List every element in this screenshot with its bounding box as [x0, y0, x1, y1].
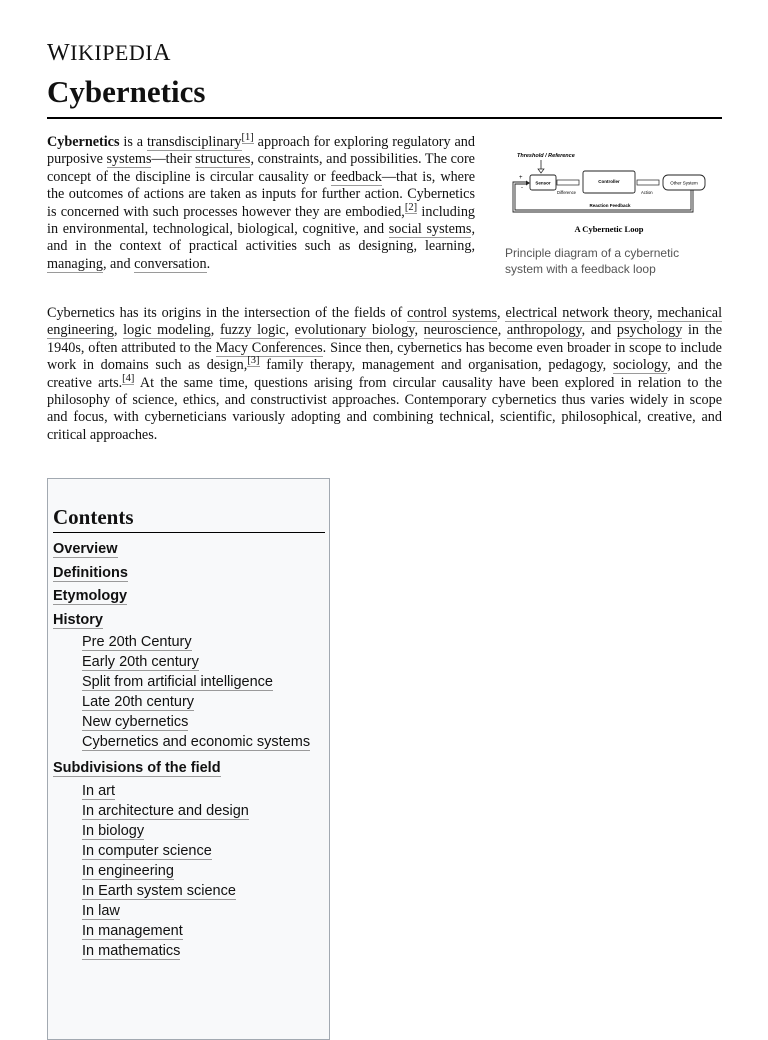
- toc-item-label: Subdivisions of the field: [53, 760, 221, 776]
- toc-item-subdivisions[interactable]: [53, 758, 329, 782]
- text-run: including in environmental, technological, biological, cognitive, and: [47, 203, 476, 238]
- toc-subitem-in-art[interactable]: [53, 782, 329, 802]
- toc-subitem-in-mathematics[interactable]: [53, 942, 329, 962]
- action-label: Action: [641, 190, 653, 195]
- toc-subitem-in-law[interactable]: [53, 902, 329, 922]
- text-run: Cybernetics has its origins in the intersection of the fields of: [47, 305, 408, 321]
- toc-item-label: History: [53, 611, 103, 628]
- plus-sign: +: [519, 175, 523, 181]
- text-run: ,: [113, 322, 124, 339]
- link-electrical-network-theory[interactable]: electrical network theory: [505, 305, 649, 321]
- sensor-label: Sensor: [535, 180, 551, 186]
- minus-sign: -: [521, 185, 523, 191]
- toc-item-label: Etymology: [53, 588, 128, 604]
- difference-label: Difference: [557, 190, 577, 195]
- toc-item-label: New cybernetics: [82, 714, 189, 730]
- text-run: ,: [497, 322, 507, 339]
- reaction-feedback-label: Reaction Feedback: [589, 203, 631, 208]
- link-macy-conferences[interactable]: Macy Conferences: [215, 339, 323, 356]
- toc-subitem-pre-20th-century[interactable]: [53, 633, 329, 653]
- toc-subitem-late-20th-century[interactable]: [53, 693, 329, 713]
- toc-item-label: In Earth system science: [82, 882, 236, 899]
- toc-item-label: Cybernetics and economic systems: [82, 734, 311, 750]
- title-divider: [47, 117, 722, 119]
- text-run: , and: [102, 255, 135, 272]
- text-run: ,: [285, 322, 295, 339]
- toc-item-label: In architecture and design: [82, 802, 249, 819]
- text-run: —that is, where the outcomes of actions are taken as inputs for further action. Cybernetics is concerned with such processes however they are embodied,: [47, 168, 475, 220]
- toc-item-etymology[interactable]: [53, 586, 329, 610]
- toc-item-label: In art: [82, 782, 116, 799]
- intro-paragraph: [47, 134, 475, 273]
- toc-item-label: In biology: [82, 822, 145, 839]
- toc-subitem-cybernetics-economic-systems[interactable]: [53, 733, 329, 753]
- figure-caption: Principle diagram of a cybernetic system with a feedback loop: [505, 246, 680, 276]
- feedback-arrowhead: [526, 181, 530, 186]
- citation-label: [1]: [241, 132, 254, 144]
- link-neuroscience[interactable]: neuroscience: [423, 322, 498, 339]
- wikipedia-wordmark[interactable]: [47, 40, 171, 67]
- link-control-systems[interactable]: control systems: [407, 305, 498, 321]
- toc-item-history[interactable]: [53, 610, 329, 634]
- citation-label: [2]: [404, 201, 418, 213]
- controller-to-system-arrow: [637, 180, 659, 185]
- text-run: in the 1940s, often attributed to the: [47, 322, 722, 356]
- citation-1[interactable]: [242, 132, 254, 144]
- diagram-threshold-label: Threshold / Reference: [517, 153, 575, 159]
- diagram-heading: A Cybernetic Loop: [574, 224, 644, 234]
- citation-2[interactable]: [405, 202, 417, 214]
- link-anthropology[interactable]: anthropology: [506, 322, 582, 339]
- toc-item-label: In law: [82, 902, 120, 919]
- toc-item-label: In management: [82, 922, 183, 939]
- toc-item-overview[interactable]: [53, 539, 329, 563]
- toc-subitem-early-20th-century[interactable]: [53, 653, 329, 673]
- toc-divider: [53, 532, 325, 533]
- text-run: —their: [151, 151, 196, 168]
- controller-label: Controller: [598, 179, 620, 184]
- link-transdisciplinary[interactable]: transdisciplinary: [146, 134, 242, 150]
- cybernetic-loop-diagram: [505, 146, 710, 238]
- toc-list: [53, 539, 329, 962]
- toc-item-label: In engineering: [82, 862, 174, 879]
- wordmark-suffix: A: [153, 40, 171, 66]
- toc-subitem-new-cybernetics[interactable]: [53, 713, 329, 733]
- link-psychology[interactable]: psychology: [616, 322, 683, 339]
- text-run: , and: [581, 322, 617, 339]
- link-systems[interactable]: systems: [106, 151, 152, 168]
- term-bold: Cybernetics: [47, 134, 120, 150]
- toc-item-label: In computer science: [82, 842, 212, 859]
- toc-subitem-in-management[interactable]: [53, 922, 329, 942]
- table-of-contents: [47, 478, 330, 1040]
- threshold-arrowhead: [538, 169, 544, 173]
- toc-subitem-in-earth-system-science[interactable]: [53, 882, 329, 902]
- link-evolutionary-biology[interactable]: evolutionary biology: [294, 322, 415, 339]
- history-paragraph: [47, 305, 722, 444]
- text-run: ,: [649, 305, 658, 321]
- toc-subitem-in-biology[interactable]: [53, 822, 329, 842]
- text-run: is a: [119, 134, 147, 150]
- other-system-label: Other System: [670, 180, 698, 186]
- text-run: At the same time, questions arising from circular causality have been explored in relation to the philosophy of science, ethics, and constructivist approaches. Contemporary cybernetics thus varies widely in scope and focus, with cyberneticians variously adopting and combining technical, scientific, philosophical, creative, and critical approaches.: [47, 374, 722, 443]
- toc-item-label: Definitions: [53, 564, 128, 581]
- text-run: approach for exploring regulatory and purposive: [47, 134, 475, 168]
- citation-3[interactable]: [247, 355, 259, 367]
- text-run: ,: [414, 322, 424, 339]
- citation-label: [3]: [247, 355, 260, 367]
- text-run: .: [206, 255, 211, 272]
- link-managing[interactable]: managing: [47, 255, 103, 272]
- toc-item-label: In mathematics: [82, 942, 181, 959]
- text-run: family therapy, management and organisation, pedagogy,: [259, 357, 613, 374]
- text-run: ,: [497, 305, 506, 321]
- text-run: ,: [210, 322, 220, 339]
- citation-label: [4]: [122, 372, 135, 384]
- link-fuzzy-logic[interactable]: fuzzy logic: [219, 322, 286, 339]
- text-run: , and in the context of practical activities such as designing, learning,: [47, 221, 475, 255]
- figure-cybernetic-loop[interactable]: [505, 146, 715, 277]
- toc-item-label: Late 20th century: [82, 694, 195, 710]
- page-title: Cybernetics: [47, 74, 206, 109]
- link-mechanical-engineering[interactable]: mechanical engineering: [47, 305, 723, 339]
- link-logic-modeling[interactable]: logic modeling: [123, 322, 211, 339]
- text-run: , constraints, and possibilities. The core concept of the discipline is circular causality or: [47, 151, 475, 185]
- toc-item-label: Early 20th century: [82, 654, 199, 670]
- toc-item-label: Pre 20th Century: [82, 634, 192, 650]
- toc-subitem-in-engineering[interactable]: [53, 862, 329, 882]
- toc-item-label: Split from artificial intelligence: [82, 674, 273, 690]
- toc-item-label: Overview: [53, 541, 118, 557]
- toc-title: Contents: [53, 505, 134, 529]
- text-run: . Since then, cybernetics has become even broader in scope to include work in domains such as design,: [47, 339, 722, 374]
- wordmark-prefix: W: [47, 40, 71, 66]
- citation-4[interactable]: [122, 373, 134, 385]
- link-structures[interactable]: structures: [195, 151, 251, 168]
- link-sociology[interactable]: sociology: [612, 357, 668, 374]
- toc-subitem-in-architecture[interactable]: [53, 802, 329, 822]
- toc-subitem-in-computer-science[interactable]: [53, 842, 329, 862]
- toc-item-definitions[interactable]: [53, 563, 329, 587]
- link-social-systems[interactable]: social systems: [388, 221, 472, 238]
- link-conversation[interactable]: conversation: [134, 255, 207, 272]
- toc-subitem-split-from-ai[interactable]: [53, 673, 329, 693]
- wordmark-mid: IKIPEDI: [70, 40, 154, 65]
- sensor-to-controller-arrow: [557, 180, 579, 185]
- text-run: , and the creative arts.: [47, 357, 722, 391]
- link-feedback[interactable]: feedback: [330, 168, 382, 185]
